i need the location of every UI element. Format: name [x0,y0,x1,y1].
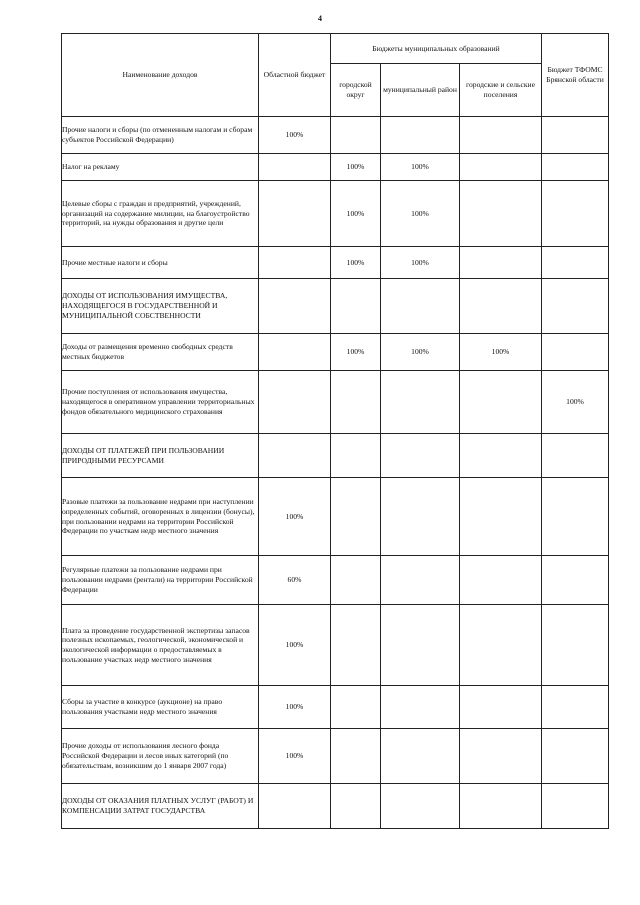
revenue-name: Плата за проведение государственной экспертизы запасов полезных ископаемых, геологической, экономической и экологической информации о предоставляемых в пользование участках недр местного значения [62,605,259,686]
oblast-share: 60% [259,556,331,605]
poseleniya-share [460,434,542,478]
table-row [62,371,609,434]
rayon-share [381,784,460,829]
revenue-name: Прочие доходы от использования лесного фонда Российской Федерации и лесов иных категорий (по обязательствам, возникшим до 1 января 2007 года) [62,729,259,784]
revenue-name: Налог на рекламу [62,154,259,181]
tfoms-share [542,605,609,686]
header-revenue-name: Наименование доходов [62,34,259,117]
okrug-share [331,478,381,556]
table-row [62,605,609,686]
poseleniya-share [460,279,542,334]
okrug-share [331,117,381,154]
poseleniya-share [460,181,542,247]
revenue-name: Сборы за участие в конкурсе (аукционе) на право пользования участками недр местного значения [62,686,259,729]
rayon-share [381,434,460,478]
table-row [62,181,609,247]
rayon-share [381,371,460,434]
tfoms-share [542,247,609,279]
okrug-share: 100% [331,181,381,247]
poseleniya-share [460,556,542,605]
tfoms-share [542,784,609,829]
okrug-share: 100% [331,154,381,181]
tfoms-share: 100% [542,371,609,434]
tfoms-share [542,478,609,556]
header-municipal-budgets: Бюджеты муниципальных образований [331,34,542,64]
oblast-share: 100% [259,605,331,686]
okrug-share: 100% [331,247,381,279]
okrug-share [331,371,381,434]
rayon-share: 100% [381,154,460,181]
poseleniya-share [460,371,542,434]
rayon-share [381,729,460,784]
section-row [62,784,609,829]
poseleniya-share [460,247,542,279]
tfoms-share [542,117,609,154]
okrug-share [331,605,381,686]
oblast-share [259,279,331,334]
table-row [62,478,609,556]
section-row [62,279,609,334]
table-row [62,247,609,279]
poseleniya-share [460,478,542,556]
poseleniya-share [460,784,542,829]
rayon-share [381,686,460,729]
section-title: ДОХОДЫ ОТ ИСПОЛЬЗОВАНИЯ ИМУЩЕСТВА, НАХОДЯЩЕГОСЯ В ГОСУДАРСТВЕННОЙ И МУНИЦИПАЛЬНОЙ СОБСТВЕННОСТИ [62,279,259,334]
section-row [62,434,609,478]
header-municipal-rayon: муниципальный район [381,64,460,117]
revenue-distribution-table [61,33,609,829]
tfoms-share [542,686,609,729]
tfoms-share [542,279,609,334]
oblast-share [259,181,331,247]
revenue-name: Прочие налоги и сборы (по отмененным налогам и сборам субъектов Российской Федерации) [62,117,259,154]
rayon-share [381,605,460,686]
poseleniya-share [460,154,542,181]
oblast-share [259,434,331,478]
rayon-share: 100% [381,181,460,247]
header-gorodskoy-okrug: городской округ [331,64,381,117]
oblast-share: 100% [259,478,331,556]
oblast-share: 100% [259,117,331,154]
okrug-share: 100% [331,334,381,371]
okrug-share [331,729,381,784]
header-poseleniya: городские и сельские поселения [460,64,542,117]
rayon-share: 100% [381,334,460,371]
oblast-share: 100% [259,729,331,784]
poseleniya-share [460,686,542,729]
oblast-share [259,371,331,434]
poseleniya-share: 100% [460,334,542,371]
page-number: 4 [318,14,322,23]
section-title: ДОХОДЫ ОТ ПЛАТЕЖЕЙ ПРИ ПОЛЬЗОВАНИИ ПРИРОДНЫМИ РЕСУРСАМИ [62,434,259,478]
header-oblast-budget: Областной бюджет [259,34,331,117]
poseleniya-share [460,117,542,154]
revenue-name: Регулярные платежи за пользование недрами при пользовании недрами (рентали) на территории Российской Федерации [62,556,259,605]
oblast-share: 100% [259,686,331,729]
okrug-share [331,434,381,478]
okrug-share [331,686,381,729]
revenue-name: Разовые платежи за пользование недрами при наступлении определенных событий, оговоренных в лицензии (бонусы), при пользовании недрами на территории Российской Федерации по участкам недр местного значения [62,478,259,556]
revenue-name: Доходы от размещения временно свободных средств местных бюджетов [62,334,259,371]
oblast-share [259,247,331,279]
section-title: ДОХОДЫ ОТ ОКАЗАНИЯ ПЛАТНЫХ УСЛУГ (РАБОТ) И КОМПЕНСАЦИИ ЗАТРАТ ГОСУДАРСТВА [62,784,259,829]
tfoms-share [542,334,609,371]
oblast-share [259,784,331,829]
header-tfoms-budget: Бюджет ТФОМС Брянской области [542,34,609,117]
oblast-share [259,334,331,371]
tfoms-share [542,181,609,247]
table-row [62,686,609,729]
rayon-share [381,279,460,334]
okrug-share [331,556,381,605]
revenue-name: Целевые сборы с граждан и предприятий, учреждений, организаций на содержание милиции, на благоустройство территорий, на нужды образования и другие цели [62,181,259,247]
table-row [62,154,609,181]
tfoms-share [542,729,609,784]
revenue-name: Прочие местные налоги и сборы [62,247,259,279]
tfoms-share [542,556,609,605]
oblast-share [259,154,331,181]
rayon-share: 100% [381,247,460,279]
tfoms-share [542,154,609,181]
tfoms-share [542,434,609,478]
rayon-share [381,478,460,556]
revenue-name: Прочие поступления от использования имущества, находящегося в оперативном управлении территориальных фондов обязательного медицинского страхования [62,371,259,434]
table-row [62,556,609,605]
poseleniya-share [460,729,542,784]
rayon-share [381,556,460,605]
table-row [62,334,609,371]
okrug-share [331,784,381,829]
okrug-share [331,279,381,334]
table-row [62,117,609,154]
rayon-share [381,117,460,154]
poseleniya-share [460,605,542,686]
table-row [62,729,609,784]
